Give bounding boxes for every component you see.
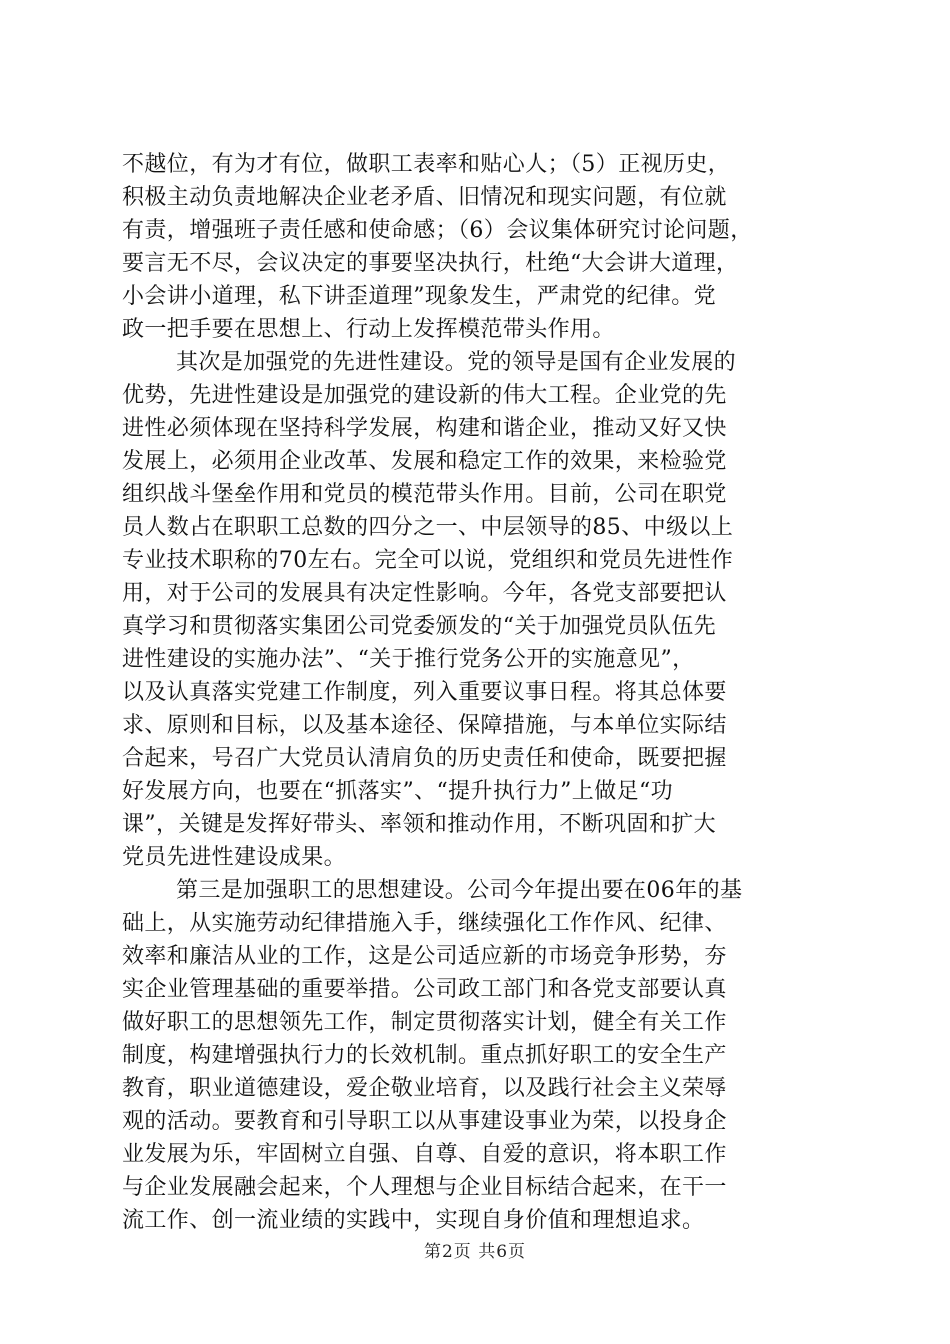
page-number-footer: 第2页 共6页 bbox=[423, 1242, 527, 1262]
text-line: 员人数占在职职工总数的四分之一、中层领导的85、中级以上 bbox=[122, 515, 734, 540]
text-line: 积极主动负责地解决企业老矛盾、旧情况和现实问题，有位就 bbox=[122, 185, 727, 210]
paragraph-first-line: 其次是加强党的先进性建设。党的领导是国有企业发展的 bbox=[176, 350, 737, 375]
text-line: 组织战斗堡垒作用和党员的模范带头作用。目前，公司在职党 bbox=[122, 482, 727, 507]
text-line: 不越位，有为才有位，做职工表率和贴心人；（5）正视历史， bbox=[122, 152, 731, 177]
text-line: 发展上，必须用企业改革、发展和稳定工作的效果，来检验党 bbox=[122, 449, 727, 474]
text-line: 要言无不尽，会议决定的事要坚决执行，杜绝“大会讲大道理， bbox=[122, 251, 739, 276]
text-line: 实企业管理基础的重要举措。公司政工部门和各党支部要认真 bbox=[122, 977, 727, 1002]
document-body bbox=[122, 148, 832, 1237]
text-line: 求、原则和目标，以及基本途径、保障措施，与本单位实际结 bbox=[122, 713, 727, 738]
text-line: 制度，构建增强执行力的长效机制。重点抓好职工的安全生产 bbox=[122, 1043, 727, 1068]
text-line: 优势，先进性建设是加强党的建设新的伟大工程。企业党的先 bbox=[122, 383, 727, 408]
text-line: 专业技术职称的70左右。完全可以说，党组织和党员先进性作 bbox=[122, 548, 734, 573]
text-line: 以及认真落实党建工作制度，列入重要议事日程。将其总体要 bbox=[122, 680, 727, 705]
text-line: 进性必须体现在坚持科学发展，构建和谐企业，推动又好又快 bbox=[122, 416, 727, 441]
text-line: 效率和廉洁从业的工作，这是公司适应新的市场竞争形势，夯 bbox=[122, 944, 727, 969]
text-line: 做好职工的思想领先工作，制定贯彻落实计划，健全有关工作 bbox=[122, 1010, 727, 1035]
text-line: 进性建设的实施办法”、“关于推行党务公开的实施意见”， bbox=[122, 647, 695, 672]
text-line: 流工作、创一流业绩的实践中，实现自身价值和理想追求。 bbox=[122, 1208, 705, 1233]
paragraph-first-line: 第三是加强职工的思想建设。公司今年提出要在06年的基 bbox=[176, 878, 743, 903]
text-line: 用，对于公司的发展具有决定性影响。今年，各党支部要把认 bbox=[122, 581, 727, 606]
text-line: 党员先进性建设成果。 bbox=[122, 845, 347, 870]
text-line: 与企业发展融会起来，个人理想与企业目标结合起来，在干一 bbox=[122, 1175, 727, 1200]
text-line: 观的活动。要教育和引导职工以从事建设事业为荣，以投身企 bbox=[122, 1109, 727, 1134]
text-line: 课”，关键是发挥好带头、率领和推动作用，不断巩固和扩大 bbox=[122, 812, 717, 837]
text-line: 教育，职业道德建设，爱企敬业培育，以及践行社会主义荣辱 bbox=[122, 1076, 727, 1101]
text-line: 真学习和贯彻落实集团公司党委颁发的“关于加强党员队伍先 bbox=[122, 614, 717, 639]
text-line: 小会讲小道理，私下讲歪道理”现象发生，严肃党的纪律。党 bbox=[122, 284, 717, 309]
text-line: 业发展为乐，牢固树立自强、自尊、自爱的意识，将本职工作 bbox=[122, 1142, 727, 1167]
text-line: 础上，从实施劳动纪律措施入手，继续强化工作作风、纪律、 bbox=[122, 911, 727, 936]
text-line: 有责，增强班子责任感和使命感；（6）会议集体研究讨论问题， bbox=[122, 218, 753, 243]
text-line: 好发展方向，也要在“抓落实”、“提升执行力”上做足“功 bbox=[122, 779, 674, 804]
text-line: 合起来，号召广大党员认清肩负的历史责任和使命，既要把握 bbox=[122, 746, 727, 771]
text-line: 政一把手要在思想上、行动上发挥模范带头作用。 bbox=[122, 317, 615, 342]
